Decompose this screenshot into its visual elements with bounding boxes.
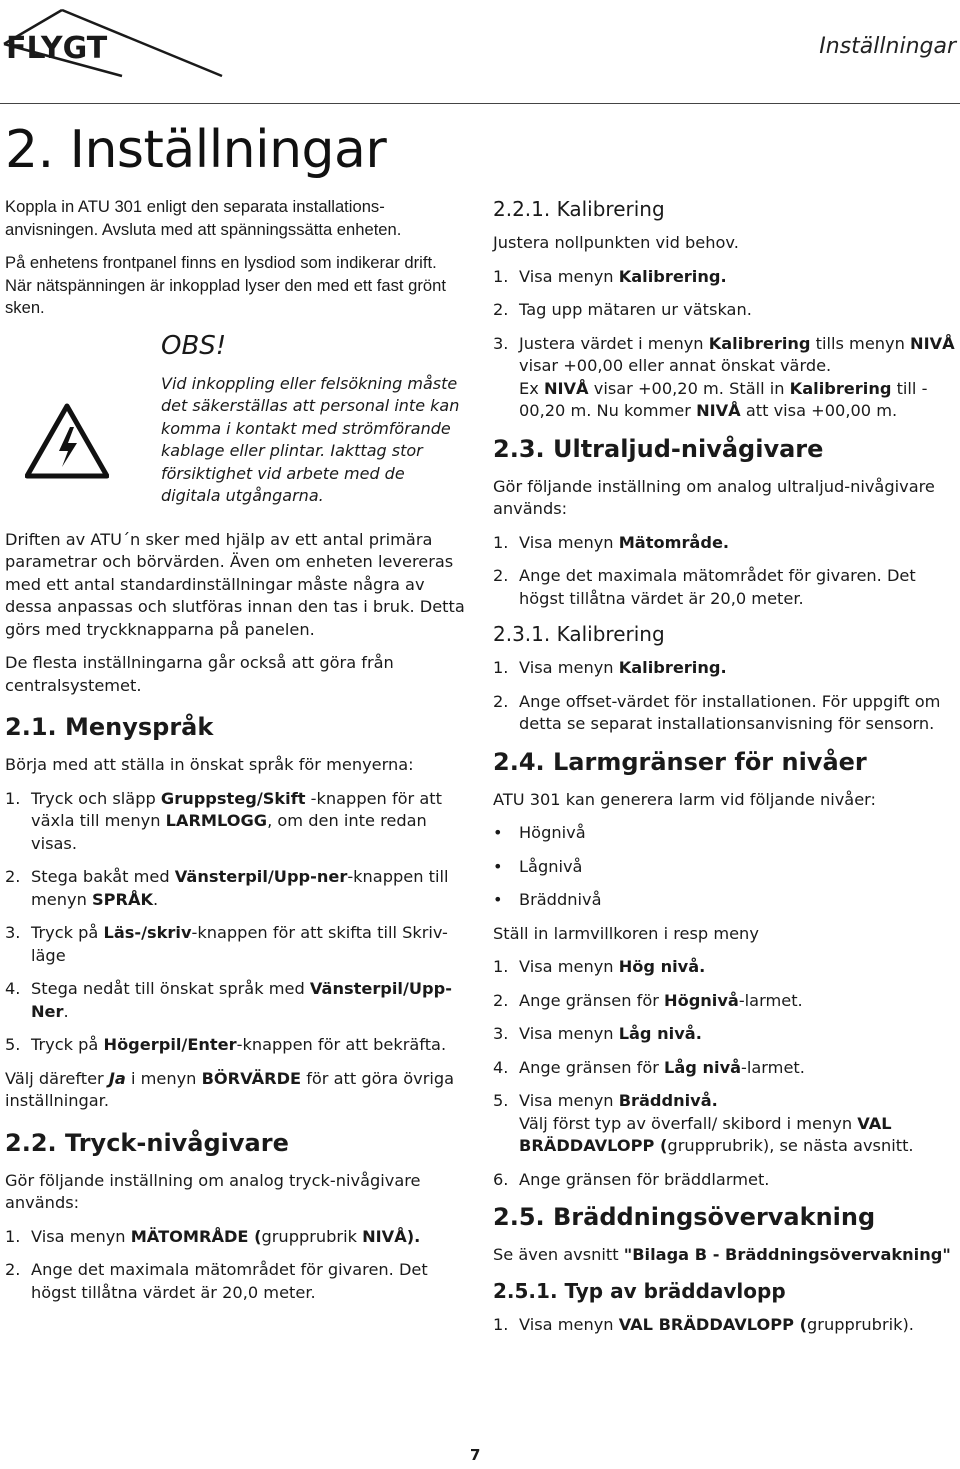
list-item: 1. Visa menyn VAL BRÄDDAVLOPP (grupprubrik). bbox=[493, 1314, 914, 1334]
list-item: 2. Ange det maximala mätområdet för givaren. Det högst tillåtna värdet är 20,0 meter. bbox=[493, 566, 916, 608]
list-item: • Lågnivå bbox=[493, 856, 583, 876]
pressure-sensor-intro: Gör följande inställning om analog tryck-nivågivare används: bbox=[5, 1170, 421, 1212]
calibration-steps bbox=[493, 266, 958, 423]
central-system-paragraph: De flesta inställningarna går också att göra från centralsystemet. bbox=[5, 653, 394, 695]
heading-2-5-1: 2.5.1. Typ av bräddavlopp bbox=[493, 1278, 786, 1303]
list-item: 1. Visa menyn Kalibrering. bbox=[493, 266, 727, 286]
list-item: • Högnivå bbox=[493, 823, 586, 842]
list-item: 2. Stega bakåt med Vänsterpil/Upp-ner-knappen till menyn SPRÅK. bbox=[5, 867, 449, 909]
list-item: 4. Ange gränsen för Låg nivå-larmet. bbox=[493, 1057, 805, 1077]
ultrasonic-intro: Gör följande inställning om analog ultraljud-nivågivare används: bbox=[493, 476, 935, 518]
intro-paragraph-1: Koppla in ATU 301 enligt den separata installations-anvisningen. Avsluta med att spänningssätta enheten. bbox=[5, 197, 402, 239]
calibration-intro: Justera nollpunkten vid behov. bbox=[493, 233, 739, 252]
alarm-intro: ATU 301 kan generera larm vid följande nivåer: bbox=[493, 789, 876, 809]
list-item: 1. Visa menyn MÄTOMRÅDE (grupprubrik NIVÅ). bbox=[5, 1226, 421, 1246]
list-item: 3. Tryck på Läs-/skriv-knappen för att skifta till Skriv-läge bbox=[5, 923, 448, 965]
pressure-sensor-steps bbox=[5, 1226, 465, 1305]
logo-text: FLYGT bbox=[6, 31, 108, 66]
heading-2-5: 2.5. Bräddningsövervakning bbox=[493, 1203, 876, 1231]
list-item: 3. Justera värdet i menyn Kalibrering tills menyn NIVÅ visar +00,00 eller annat önskat värde. Ex NIVÅ visar +00,20 m. Ställ in Kalibrering till - 00,20 m. Nu kommer NIVÅ att visa +00,00 m. bbox=[493, 333, 955, 420]
alarm-levels-list bbox=[493, 822, 958, 912]
menu-language-intro: Börja med att ställa in önskat språk för menyerna: bbox=[5, 755, 414, 774]
borvarde-paragraph: Välj därefter Ja i menyn BÖRVÄRDE för att göra övriga inställningar. bbox=[5, 1068, 455, 1110]
heading-2-2: 2.2. Tryck-nivågivare bbox=[5, 1128, 289, 1157]
list-item: 2. Ange gränsen för Högnivå-larmet. bbox=[493, 990, 803, 1010]
list-item: 2. Ange det maximala mätområdet för givaren. Det högst tillåtna värdet är 20,0 meter. bbox=[5, 1260, 428, 1302]
list-item: 1. Visa menyn Kalibrering. bbox=[493, 658, 727, 677]
header-rule bbox=[0, 103, 960, 104]
list-item: • Bräddnivå bbox=[493, 890, 602, 909]
overflow-reference-paragraph: Se även avsnitt "Bilaga B - Bräddningsövervakning" bbox=[493, 1245, 951, 1264]
heading-2-4: 2.4. Larmgränser för nivåer bbox=[493, 747, 867, 776]
ultrasonic-steps bbox=[493, 532, 958, 611]
left-column bbox=[5, 196, 465, 1315]
warning-text: Vid inkoppling eller felsökning måste det säkerställas att personal inte kan komma i kontakt med strömförande kablage eller plintar. Iakttag stor försiktighet vid arbete med de digitala utgångarna. bbox=[161, 373, 460, 505]
heading-2-3-1: 2.3.1. Kalibrering bbox=[493, 622, 665, 646]
heading-2-3: 2.3. Ultraljud-nivågivare bbox=[493, 434, 824, 463]
flygt-logo bbox=[2, 4, 228, 80]
warning-block bbox=[5, 331, 465, 521]
list-item: 5. Visa menyn Bräddnivå. Välj först typ av överfall/ skibord i menyn VAL BRÄDDAVLOPP (grupprubrik), se nästa avsnitt. bbox=[493, 1091, 914, 1155]
alarm-conditions-paragraph: Ställ in larmvillkoren i resp meny bbox=[493, 923, 759, 943]
heading-2-2-1: 2.2.1. Kalibrering bbox=[493, 197, 665, 221]
page-title: 2. Inställningar bbox=[5, 120, 387, 180]
list-item: 2. Ange offset-värdet för installationen. För uppgift om detta se separat installationsanvisning för sensorn. bbox=[493, 691, 941, 733]
list-item: 6. Ange gränsen för bräddlarmet. bbox=[493, 1169, 770, 1189]
page-number: 7 bbox=[470, 1446, 481, 1464]
list-item: 5. Tryck på Högerpil/Enter-knappen för att bekräfta. bbox=[5, 1035, 447, 1054]
list-item: 3. Visa menyn Låg nivå. bbox=[493, 1024, 702, 1043]
electrical-hazard-icon bbox=[25, 403, 109, 479]
menu-language-steps bbox=[5, 788, 465, 1057]
header-section-title: Inställningar bbox=[819, 34, 956, 59]
right-column bbox=[493, 196, 958, 1347]
list-item: 1. Tryck och släpp Gruppsteg/Skift -knappen för att växla till menyn LARMLOGG, om den inte redan visas. bbox=[5, 788, 442, 853]
heading-2-1: 2.1. Menyspråk bbox=[5, 713, 214, 741]
alarm-steps bbox=[493, 956, 958, 1191]
intro-paragraph-2: På enhetens frontpanel finns en lysdiod som indikerar drift. När nätspänningen är inkopplad lyser den med ett fast grönt sken. bbox=[5, 253, 446, 317]
overflow-type-steps bbox=[493, 1314, 958, 1337]
list-item: 1. Visa menyn Mätområde. bbox=[493, 532, 730, 552]
list-item: 2. Tag upp mätaren ur vätskan. bbox=[493, 300, 752, 319]
list-item: 4. Stega nedåt till önskat språk med Vänsterpil/Upp-Ner. bbox=[5, 979, 452, 1021]
operation-paragraph: Driften av ATU´n sker med hjälp av ett antal primära parametrar och börvärden. Även om enheten levereras med ett antal standardinställningar måste några av dessa anpassas och slutföras innan den tas i bruk. Detta görs med tryckknapparna på panelen. bbox=[5, 529, 465, 639]
ultrasonic-calibration-steps bbox=[493, 657, 958, 736]
list-item: 1. Visa menyn Hög nivå. bbox=[493, 957, 706, 976]
warning-title: OBS! bbox=[161, 330, 227, 361]
